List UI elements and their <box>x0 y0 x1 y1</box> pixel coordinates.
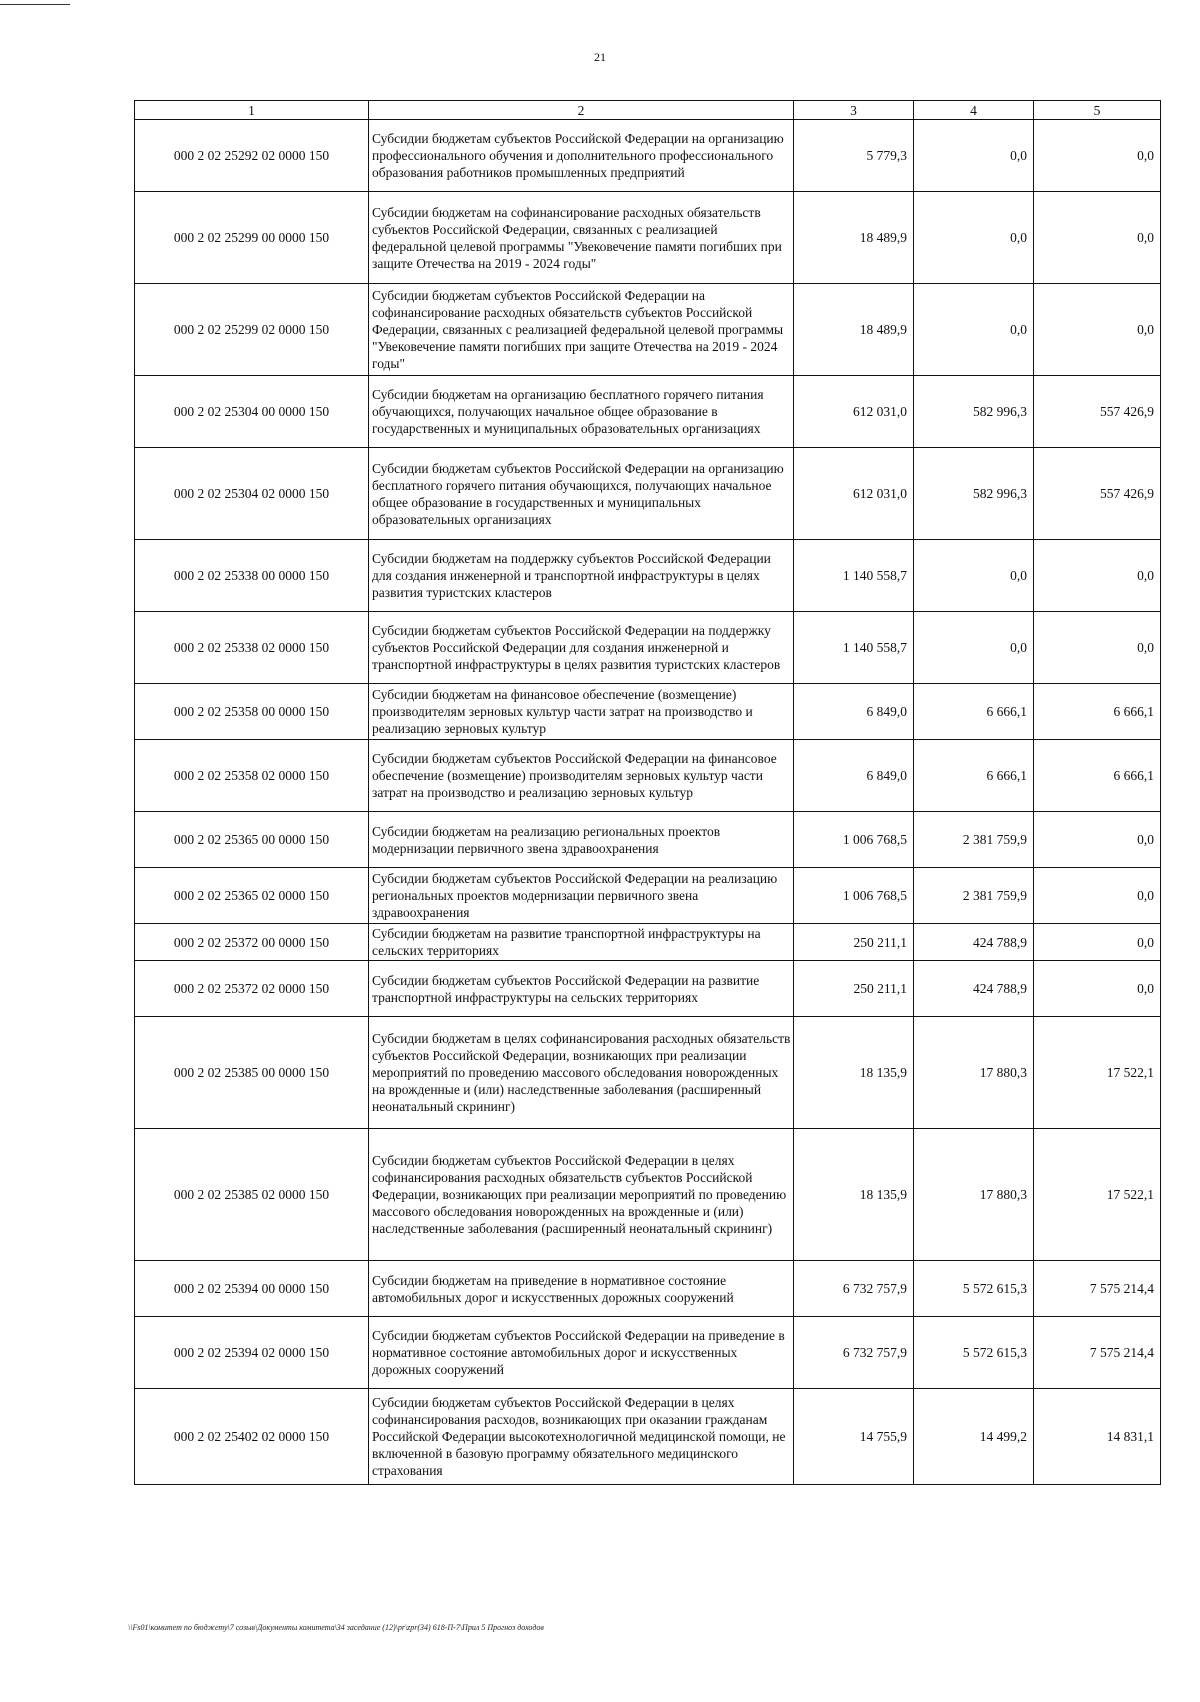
amount-cell-4: 17 880,3 <box>914 1129 1034 1261</box>
description-cell: Субсидии бюджетам субъектов Российской Федерации на софинансирование расходных обязательств субъектов Российской Федерации, связанных с реализацией федеральной целевой программы "Увековечение памяти погибших при защите Отечества на 2019 - 2024 годы" <box>369 284 794 376</box>
table-row <box>135 812 1161 868</box>
table-row <box>135 376 1161 448</box>
description-cell: Субсидии бюджетам субъектов Российской Федерации на реализацию региональных проектов модернизации первичного звена здравоохранения <box>369 868 794 924</box>
description-cell: Субсидии бюджетам субъектов Российской Федерации на приведение в нормативное состояние автомобильных дорог и искусственных дорожных сооружений <box>369 1317 794 1389</box>
amount-cell-3: 1 006 768,5 <box>794 812 914 868</box>
budget-code-cell: 000 2 02 25394 02 0000 150 <box>135 1317 369 1389</box>
revenue-table <box>134 100 1161 1485</box>
amount-cell-5: 17 522,1 <box>1034 1129 1161 1261</box>
amount-cell-5: 7 575 214,4 <box>1034 1261 1161 1317</box>
description-cell: Субсидии бюджетам субъектов Российской Федерации в целях софинансирования расходов, возникающих при оказании гражданам Российской Федерации высокотехнологичной медицинской помощи, не включенной в базовую программу обязательного медицинского страхования <box>369 1389 794 1485</box>
table-row <box>135 120 1161 192</box>
column-header: 3 <box>794 101 914 120</box>
amount-cell-4: 2 381 759,9 <box>914 868 1034 924</box>
amount-cell-5: 0,0 <box>1034 612 1161 684</box>
amount-cell-4: 424 788,9 <box>914 924 1034 961</box>
column-header: 4 <box>914 101 1034 120</box>
table-row <box>135 740 1161 812</box>
amount-cell-4: 14 499,2 <box>914 1389 1034 1485</box>
amount-cell-3: 612 031,0 <box>794 448 914 540</box>
page-number: 21 <box>594 50 606 64</box>
description-cell: Субсидии бюджетам на софинансирование расходных обязательств субъектов Российской Федерации, связанных с реализацией федеральной целевой программы "Увековечение памяти погибших при защите Отечества на 2019 - 2024 годы" <box>369 192 794 284</box>
amount-cell-4: 2 381 759,9 <box>914 812 1034 868</box>
amount-cell-4: 582 996,3 <box>914 448 1034 540</box>
amount-cell-4: 17 880,3 <box>914 1017 1034 1129</box>
column-number-row <box>135 101 1161 120</box>
table-row <box>135 1261 1161 1317</box>
budget-code-cell: 000 2 02 25385 02 0000 150 <box>135 1129 369 1261</box>
amount-cell-5: 557 426,9 <box>1034 448 1161 540</box>
amount-cell-5: 0,0 <box>1034 924 1161 961</box>
description-cell: Субсидии бюджетам субъектов Российской Федерации на поддержку субъектов Российской Федерации для создания инженерной и транспортной инфраструктуры в целях развития туристских кластеров <box>369 612 794 684</box>
table-row <box>135 192 1161 284</box>
amount-cell-5: 6 666,1 <box>1034 740 1161 812</box>
table-row <box>135 540 1161 612</box>
budget-code-cell: 000 2 02 25358 02 0000 150 <box>135 740 369 812</box>
amount-cell-3: 612 031,0 <box>794 376 914 448</box>
amount-cell-4: 0,0 <box>914 120 1034 192</box>
amount-cell-4: 6 666,1 <box>914 740 1034 812</box>
table-row <box>135 961 1161 1017</box>
table-row <box>135 612 1161 684</box>
budget-code-cell: 000 2 02 25338 00 0000 150 <box>135 540 369 612</box>
description-cell: Субсидии бюджетам на реализацию региональных проектов модернизации первичного звена здравоохранения <box>369 812 794 868</box>
table-row <box>135 1317 1161 1389</box>
amount-cell-3: 250 211,1 <box>794 961 914 1017</box>
description-cell: Субсидии бюджетам в целях софинансирования расходных обязательств субъектов Российской Федерации, возникающих при реализации мероприятий по проведению массового обследования новорожденных на врожденные и (или) наследственные заболевания (расширенный неонатальный скрининг) <box>369 1017 794 1129</box>
description-cell: Субсидии бюджетам на поддержку субъектов Российской Федерации для создания инженерной и транспортной инфраструктуры в целях развития туристских кластеров <box>369 540 794 612</box>
table-row <box>135 1017 1161 1129</box>
amount-cell-3: 18 135,9 <box>794 1129 914 1261</box>
amount-cell-3: 14 755,9 <box>794 1389 914 1485</box>
budget-code-cell: 000 2 02 25402 02 0000 150 <box>135 1389 369 1485</box>
column-header: 5 <box>1034 101 1161 120</box>
description-cell: Субсидии бюджетам на организацию бесплатного горячего питания обучающихся, получающих начальное общее образование в государственных и муниципальных образовательных организациях <box>369 376 794 448</box>
amount-cell-5: 0,0 <box>1034 868 1161 924</box>
amount-cell-5: 0,0 <box>1034 812 1161 868</box>
table-row <box>135 1389 1161 1485</box>
amount-cell-3: 6 849,0 <box>794 684 914 740</box>
table-row <box>135 448 1161 540</box>
amount-cell-4: 582 996,3 <box>914 376 1034 448</box>
budget-code-cell: 000 2 02 25385 00 0000 150 <box>135 1017 369 1129</box>
budget-code-cell: 000 2 02 25304 00 0000 150 <box>135 376 369 448</box>
amount-cell-3: 5 779,3 <box>794 120 914 192</box>
budget-code-cell: 000 2 02 25365 00 0000 150 <box>135 812 369 868</box>
amount-cell-4: 0,0 <box>914 192 1034 284</box>
description-cell: Субсидии бюджетам субъектов Российской Федерации на организацию профессионального обучения и дополнительного профессионального образования работников промышленных предприятий <box>369 120 794 192</box>
amount-cell-5: 0,0 <box>1034 120 1161 192</box>
table-row <box>135 284 1161 376</box>
budget-code-cell: 000 2 02 25338 02 0000 150 <box>135 612 369 684</box>
amount-cell-5: 0,0 <box>1034 961 1161 1017</box>
column-header: 1 <box>135 101 369 120</box>
top-left-rule <box>0 4 70 5</box>
table-row <box>135 684 1161 740</box>
amount-cell-3: 18 489,9 <box>794 284 914 376</box>
amount-cell-3: 250 211,1 <box>794 924 914 961</box>
column-header: 2 <box>369 101 794 120</box>
amount-cell-5: 0,0 <box>1034 192 1161 284</box>
amount-cell-4: 424 788,9 <box>914 961 1034 1017</box>
amount-cell-3: 6 849,0 <box>794 740 914 812</box>
amount-cell-3: 1 140 558,7 <box>794 612 914 684</box>
amount-cell-4: 5 572 615,3 <box>914 1261 1034 1317</box>
budget-code-cell: 000 2 02 25292 02 0000 150 <box>135 120 369 192</box>
budget-code-cell: 000 2 02 25372 02 0000 150 <box>135 961 369 1017</box>
description-cell: Субсидии бюджетам субъектов Российской Федерации в целях софинансирования расходных обязательств субъектов Российской Федерации, возникающих при реализации мероприятий по проведению массового обследования новорожденных на врожденные и (или) наследственные заболевания (расширенный неонатальный скрининг) <box>369 1129 794 1261</box>
budget-code-cell: 000 2 02 25365 02 0000 150 <box>135 868 369 924</box>
budget-code-cell: 000 2 02 25394 00 0000 150 <box>135 1261 369 1317</box>
amount-cell-5: 557 426,9 <box>1034 376 1161 448</box>
table-row <box>135 924 1161 961</box>
amount-cell-5: 14 831,1 <box>1034 1389 1161 1485</box>
description-cell: Субсидии бюджетам субъектов Российской Федерации на организацию бесплатного горячего питания обучающихся, получающих начальное общее образование в государственных и муниципальных образовательных организациях <box>369 448 794 540</box>
amount-cell-3: 1 006 768,5 <box>794 868 914 924</box>
description-cell: Субсидии бюджетам на приведение в нормативное состояние автомобильных дорог и искусственных дорожных сооружений <box>369 1261 794 1317</box>
amount-cell-3: 6 732 757,9 <box>794 1317 914 1389</box>
description-cell: Субсидии бюджетам на развитие транспортной инфраструктуры на сельских территориях <box>369 924 794 961</box>
budget-code-cell: 000 2 02 25372 00 0000 150 <box>135 924 369 961</box>
amount-cell-3: 18 489,9 <box>794 192 914 284</box>
amount-cell-3: 1 140 558,7 <box>794 540 914 612</box>
budget-code-cell: 000 2 02 25299 00 0000 150 <box>135 192 369 284</box>
budget-code-cell: 000 2 02 25358 00 0000 150 <box>135 684 369 740</box>
amount-cell-4: 0,0 <box>914 540 1034 612</box>
amount-cell-3: 6 732 757,9 <box>794 1261 914 1317</box>
amount-cell-5: 0,0 <box>1034 284 1161 376</box>
amount-cell-5: 6 666,1 <box>1034 684 1161 740</box>
amount-cell-5: 0,0 <box>1034 540 1161 612</box>
amount-cell-4: 5 572 615,3 <box>914 1317 1034 1389</box>
amount-cell-4: 0,0 <box>914 612 1034 684</box>
amount-cell-5: 17 522,1 <box>1034 1017 1161 1129</box>
table-row <box>135 868 1161 924</box>
budget-code-cell: 000 2 02 25299 02 0000 150 <box>135 284 369 376</box>
description-cell: Субсидии бюджетам на финансовое обеспечение (возмещение) производителям зерновых культур части затрат на производство и реализацию зерновых культур <box>369 684 794 740</box>
amount-cell-5: 7 575 214,4 <box>1034 1317 1161 1389</box>
amount-cell-4: 6 666,1 <box>914 684 1034 740</box>
description-cell: Субсидии бюджетам субъектов Российской Федерации на финансовое обеспечение (возмещение) производителям зерновых культур части затрат на производство и реализацию зерновых культур <box>369 740 794 812</box>
file-path-footer: \\Fs01\комитет по бюджету\7 созыв\Документы комитета\34 заседание (12)\pr\zpr(34) 618-П-7\Прил 5 Прогноз доходов <box>128 1623 544 1632</box>
description-cell: Субсидии бюджетам субъектов Российской Федерации на развитие транспортной инфраструктуры на сельских территориях <box>369 961 794 1017</box>
budget-code-cell: 000 2 02 25304 02 0000 150 <box>135 448 369 540</box>
table-row <box>135 1129 1161 1261</box>
amount-cell-3: 18 135,9 <box>794 1017 914 1129</box>
amount-cell-4: 0,0 <box>914 284 1034 376</box>
